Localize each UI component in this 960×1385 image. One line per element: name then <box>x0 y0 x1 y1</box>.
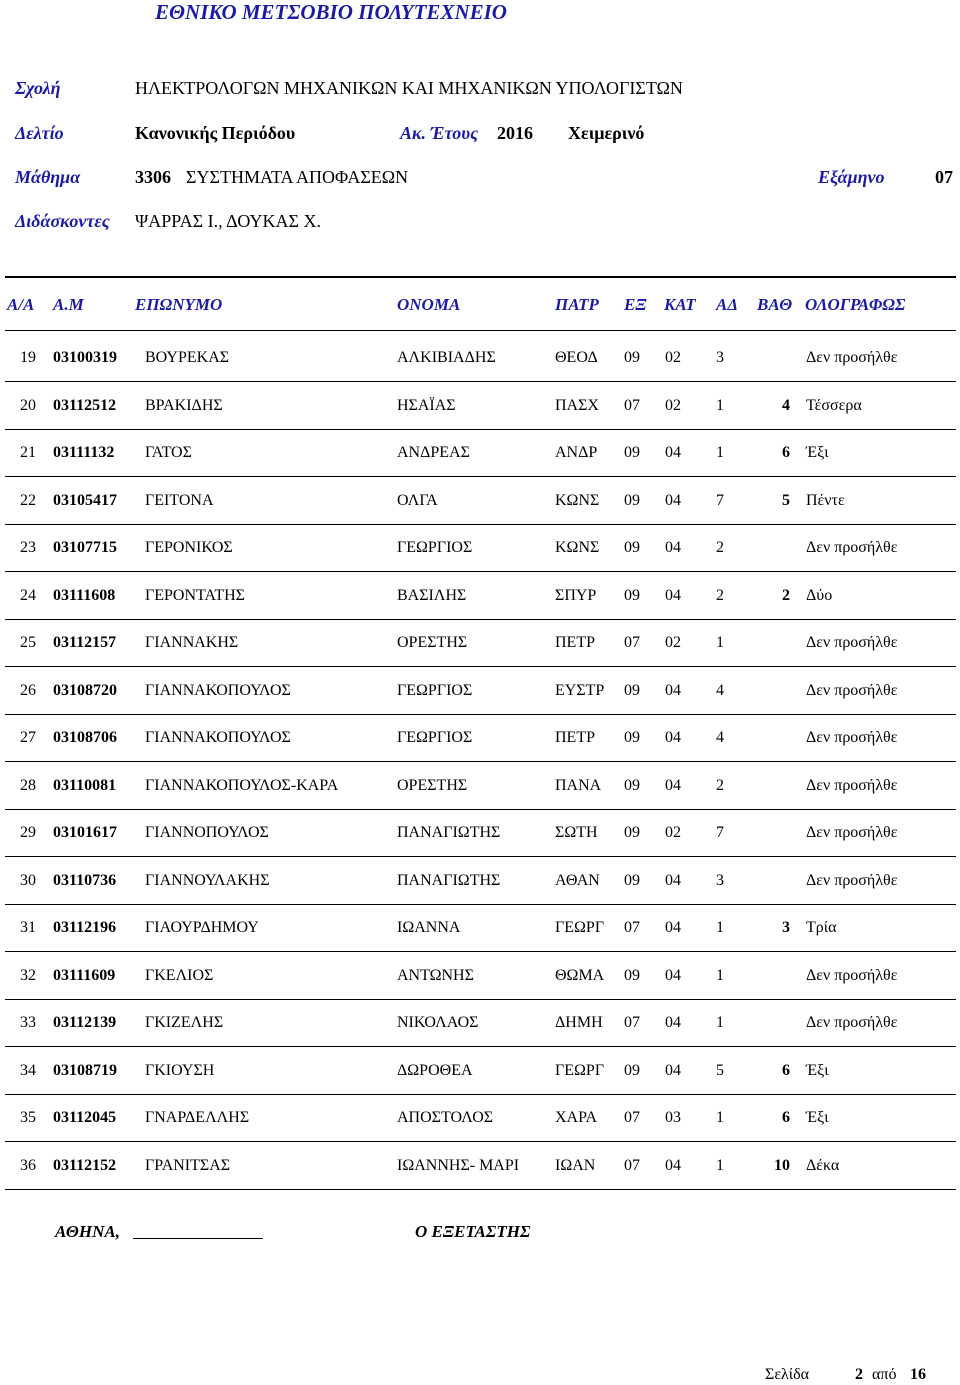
col-header-am: Α.Μ <box>53 295 84 314</box>
row-divider <box>5 856 956 857</box>
cell-patr: ΘΩΜΑ <box>555 966 605 984</box>
cell-words: Δύο <box>806 586 833 604</box>
cell-kat: 04 <box>665 1156 681 1174</box>
cell-kat: 04 <box>665 919 681 936</box>
semester-value: 07 <box>935 167 953 187</box>
row-divider <box>5 1141 956 1142</box>
cell-words: Δεν προσήλθε <box>806 681 898 699</box>
cell-grade: 10 <box>774 1156 790 1174</box>
cell-patr: ΧΑΡΑ <box>555 1109 598 1126</box>
cell-am: 03101617 <box>53 824 117 841</box>
cell-name: ΝΙΚΟΛΑΟΣ <box>397 1014 479 1031</box>
cell-ad: 1 <box>716 1109 724 1126</box>
cell-name: ΑΛΚΙΒΙΑΔΗΣ <box>397 349 496 366</box>
cell-am: 03105417 <box>53 491 117 509</box>
course-name: ΣΥΣΤΗΜΑΤΑ ΑΠΟΦΑΣΕΩΝ <box>186 167 409 187</box>
cell-ex: 09 <box>624 349 640 366</box>
term-value: Χειμερινό <box>568 123 645 143</box>
cell-am: 03110081 <box>53 776 117 794</box>
row-divider <box>5 429 956 430</box>
row-divider <box>5 524 956 525</box>
cell-aa: 25 <box>20 634 36 651</box>
cell-kat: 02 <box>665 349 681 366</box>
cell-aa: 31 <box>20 919 36 936</box>
cell-aa: 30 <box>20 871 36 889</box>
cell-words: Τρία <box>806 919 837 936</box>
teachers-label: Διδάσκοντες <box>15 211 110 231</box>
cell-words: Δέκα <box>806 1156 840 1174</box>
report-value: Κανονικής Περιόδου <box>135 123 296 143</box>
cell-ad: 3 <box>716 349 724 366</box>
cell-name: ΠΑΝΑΓΙΩΤΗΣ <box>397 871 501 889</box>
cell-words: Δεν προσήλθε <box>806 871 898 889</box>
cell-aa: 21 <box>20 444 36 461</box>
cell-grade: 5 <box>782 491 790 509</box>
cell-words: Πέντε <box>806 491 845 509</box>
cell-aa: 27 <box>20 729 36 746</box>
cell-ad: 7 <box>716 824 724 841</box>
school-value: ΗΛΕΚΤΡΟΛΟΓΩΝ ΜΗΧΑΝΙΚΩΝ ΚΑΙ ΜΗΧΑΝΙΚΩΝ ΥΠΟΛΟΓΙΣΤΩΝ <box>135 78 683 98</box>
cell-ex: 09 <box>624 966 640 984</box>
cell-ad: 1 <box>716 634 724 651</box>
cell-patr: ΘΕΟΔ <box>555 349 598 366</box>
cell-patr: ΠΕΤΡ <box>555 634 595 651</box>
page-current: 2 <box>855 1366 863 1383</box>
cell-aa: 24 <box>20 586 36 604</box>
cell-words: Έξι <box>806 444 829 461</box>
col-header-surname: ΕΠΩΝΥΜΟ <box>135 295 223 314</box>
cell-surname: ΓΙΑΝΝΑΚΗΣ <box>145 634 239 651</box>
cell-kat: 04 <box>665 1014 681 1031</box>
cell-kat: 04 <box>665 966 681 984</box>
header-rule-top <box>5 276 956 278</box>
cell-words: Τέσσερα <box>806 396 862 414</box>
cell-grade: 4 <box>782 396 790 414</box>
cell-name: ΙΩΑΝΝΑ <box>397 919 461 936</box>
cell-patr: ΣΠΥΡ <box>555 586 597 604</box>
cell-kat: 04 <box>665 729 681 746</box>
row-divider <box>5 951 956 952</box>
row-divider <box>5 666 956 667</box>
cell-aa: 28 <box>20 776 36 794</box>
cell-grade: 6 <box>782 444 790 461</box>
cell-ad: 2 <box>716 586 724 604</box>
cell-ex: 09 <box>624 776 640 794</box>
cell-kat: 04 <box>665 491 681 509</box>
col-header-ad: ΑΔ <box>716 295 738 314</box>
cell-grade: 6 <box>782 1061 790 1079</box>
cell-surname: ΓΙΑΝΝΑΚΟΠΟΥΛΟΣ <box>145 729 291 746</box>
cell-ad: 4 <box>716 681 724 699</box>
cell-name: ΑΠΟΣΤΟΛΟΣ <box>397 1109 494 1126</box>
cell-ex: 07 <box>624 1014 640 1031</box>
cell-kat: 03 <box>665 1109 681 1126</box>
cell-words: Έξι <box>806 1109 829 1126</box>
row-divider <box>5 1189 956 1190</box>
page-label: Σελίδα <box>765 1366 810 1383</box>
cell-surname: ΓΑΤΟΣ <box>145 444 192 461</box>
cell-surname: ΓΡΑΝΙΤΣΑΣ <box>145 1156 231 1174</box>
cell-surname: ΓΙΑΝΝΟΥΛΑΚΗΣ <box>145 871 270 889</box>
cell-name: ΟΡΕΣΤΗΣ <box>397 634 468 651</box>
cell-name: ΓΕΩΡΓΙΟΣ <box>397 681 473 699</box>
teachers-value: ΨΑΡΡΑΣ Ι., ΔΟΥΚΑΣ Χ. <box>135 211 321 231</box>
cell-ex: 07 <box>624 634 640 651</box>
row-divider <box>5 1046 956 1047</box>
row-divider <box>5 476 956 477</box>
cell-am: 03112157 <box>53 634 117 651</box>
cell-patr: ΚΩΝΣ <box>555 539 600 556</box>
cell-patr: ΚΩΝΣ <box>555 491 600 509</box>
cell-am: 03110736 <box>53 871 117 889</box>
col-header-grade: ΒΑΘ <box>757 295 793 314</box>
cell-am: 03112045 <box>53 1109 117 1126</box>
cell-kat: 02 <box>665 824 681 841</box>
cell-name: ΠΑΝΑΓΙΩΤΗΣ <box>397 824 501 841</box>
cell-ad: 1 <box>716 919 724 936</box>
row-divider <box>5 381 956 382</box>
cell-patr: ΑΝΔΡ <box>555 444 598 461</box>
cell-patr: ΠΕΤΡ <box>555 729 595 746</box>
cell-ad: 1 <box>716 396 724 414</box>
footer-place: ΑΘΗΝΑ, <box>55 1222 120 1241</box>
course-label: Μάθημα <box>15 167 81 187</box>
cell-ex: 09 <box>624 491 640 509</box>
page-total: 16 <box>910 1366 926 1383</box>
cell-kat: 04 <box>665 776 681 794</box>
cell-name: ΒΑΣΙΛΗΣ <box>397 586 467 604</box>
row-divider <box>5 761 956 762</box>
row-divider <box>5 571 956 572</box>
row-divider <box>5 809 956 810</box>
cell-ad: 7 <box>716 491 724 509</box>
cell-ad: 2 <box>716 776 724 794</box>
row-divider <box>5 619 956 620</box>
row-divider <box>5 1094 956 1095</box>
cell-ad: 1 <box>716 966 724 984</box>
col-header-patr: ΠΑΤΡ <box>555 295 599 314</box>
cell-surname: ΒΡΑΚΙΔΗΣ <box>145 396 223 414</box>
cell-kat: 04 <box>665 871 681 889</box>
cell-words: Δεν προσήλθε <box>806 824 898 841</box>
cell-patr: ΓΕΩΡΓ <box>555 919 605 936</box>
cell-am: 03112512 <box>53 396 117 414</box>
cell-patr: ΠΑΣΧ <box>555 396 599 414</box>
cell-aa: 20 <box>20 396 36 414</box>
cell-name: ΔΩΡΟΘΕΑ <box>397 1061 473 1079</box>
cell-ad: 3 <box>716 871 724 889</box>
cell-kat: 04 <box>665 586 681 604</box>
cell-surname: ΓΙΑΟΥΡΔΗΜΟΥ <box>145 919 259 936</box>
cell-surname: ΓΕΡΟΝΤΑΤΗΣ <box>145 586 245 604</box>
cell-ex: 07 <box>624 396 640 414</box>
cell-surname: ΒΟΥΡΕΚΑΣ <box>145 349 230 366</box>
cell-am: 03111609 <box>53 966 116 984</box>
cell-words: Δεν προσήλθε <box>806 776 898 794</box>
cell-ex: 09 <box>624 824 640 841</box>
cell-kat: 04 <box>665 1061 681 1079</box>
cell-am: 03108719 <box>53 1061 117 1079</box>
cell-surname: ΓΕΡΟΝΙΚΟΣ <box>145 539 233 556</box>
cell-patr: ΙΩΑΝ <box>555 1156 596 1174</box>
cell-ex: 07 <box>624 1109 640 1126</box>
cell-words: Δεν προσήλθε <box>806 634 898 651</box>
cell-ex: 09 <box>624 681 640 699</box>
col-header-ex: ΕΞ <box>624 295 647 314</box>
university-title: ΕΘΝΙΚΟ ΜΕΤΣΟΒΙΟ ΠΟΛΥΤΕΧΝΕΙΟ <box>155 0 507 24</box>
cell-am: 03112139 <box>53 1014 117 1031</box>
cell-name: ΗΣΑΪΑΣ <box>397 396 456 414</box>
cell-ex: 09 <box>624 539 640 556</box>
cell-ad: 4 <box>716 729 724 746</box>
course-code: 3306 <box>135 167 171 187</box>
cell-am: 03112152 <box>53 1156 117 1174</box>
cell-name: ΑΝΤΩΝΗΣ <box>397 966 474 984</box>
cell-kat: 04 <box>665 681 681 699</box>
cell-aa: 19 <box>20 349 36 366</box>
cell-ex: 07 <box>624 919 640 936</box>
cell-words: Έξι <box>806 1061 829 1079</box>
col-header-kat: ΚΑΤ <box>664 295 696 314</box>
cell-kat: 04 <box>665 539 681 556</box>
cell-ad: 5 <box>716 1061 724 1079</box>
row-divider <box>5 904 956 905</box>
cell-aa: 22 <box>20 491 36 509</box>
page-of: από <box>872 1366 897 1383</box>
cell-ex: 09 <box>624 1061 640 1079</box>
cell-aa: 36 <box>20 1156 36 1174</box>
cell-ex: 07 <box>624 1156 640 1174</box>
cell-aa: 34 <box>20 1061 36 1079</box>
cell-ex: 09 <box>624 586 640 604</box>
cell-surname: ΓΙΑΝΝΑΚΟΠΟΥΛΟΣ-ΚΑΡΑ <box>145 776 339 794</box>
cell-am: 03108720 <box>53 681 117 699</box>
cell-words: Δεν προσήλθε <box>806 539 898 556</box>
cell-surname: ΓΝΑΡΔΕΛΛΗΣ <box>145 1109 250 1126</box>
cell-am: 03100319 <box>53 349 117 366</box>
cell-surname: ΓΙΑΝΝΟΠΟΥΛΟΣ <box>145 824 269 841</box>
cell-surname: ΓΚΙΟΥΣΗ <box>145 1061 215 1079</box>
cell-aa: 32 <box>20 966 36 984</box>
cell-name: ΙΩΑΝΝΗΣ- ΜΑΡΙ <box>397 1156 520 1174</box>
school-label: Σχολή <box>15 78 61 98</box>
cell-patr: ΕΥΣΤΡ <box>555 681 605 699</box>
cell-ex: 09 <box>624 871 640 889</box>
semester-label: Εξάμηνο <box>818 167 885 187</box>
cell-am: 03111132 <box>53 444 115 461</box>
cell-patr: ΓΕΩΡΓ <box>555 1061 605 1079</box>
cell-name: ΟΛΓΑ <box>397 491 438 509</box>
cell-ad: 2 <box>716 539 724 556</box>
cell-grade: 2 <box>782 586 790 604</box>
cell-ad: 1 <box>716 1014 724 1031</box>
cell-patr: ΔΗΜΗ <box>555 1014 603 1031</box>
cell-patr: ΠΑΝΑ <box>555 776 602 794</box>
cell-aa: 35 <box>20 1109 36 1126</box>
cell-patr: ΣΩΤΗ <box>555 824 598 841</box>
cell-words: Δεν προσήλθε <box>806 729 898 746</box>
year-value: 2016 <box>497 123 533 143</box>
cell-am: 03107715 <box>53 539 117 556</box>
cell-grade: 3 <box>782 919 790 936</box>
year-label: Ακ. Έτους <box>400 123 479 143</box>
cell-ad: 1 <box>716 444 724 461</box>
footer-examiner: Ο ΕΞΕΤΑΣΤΗΣ <box>415 1222 531 1241</box>
cell-name: ΓΕΩΡΓΙΟΣ <box>397 539 473 556</box>
cell-aa: 33 <box>20 1014 36 1031</box>
cell-surname: ΓΕΙΤΟΝΑ <box>145 491 214 509</box>
cell-aa: 23 <box>20 539 36 556</box>
cell-surname: ΓΚΙΖΕΛΗΣ <box>145 1014 224 1031</box>
cell-am: 03111608 <box>53 586 116 604</box>
cell-name: ΓΕΩΡΓΙΟΣ <box>397 729 473 746</box>
row-divider <box>5 999 956 1000</box>
cell-aa: 29 <box>20 824 36 841</box>
cell-words: Δεν προσήλθε <box>806 349 898 366</box>
col-header-aa: Α/Α <box>7 295 35 314</box>
cell-kat: 02 <box>665 396 681 414</box>
row-divider <box>5 714 956 715</box>
col-header-name: ΟΝΟΜΑ <box>397 295 461 314</box>
cell-name: ΟΡΕΣΤΗΣ <box>397 776 468 794</box>
cell-am: 03108706 <box>53 729 117 746</box>
cell-kat: 04 <box>665 444 681 461</box>
cell-name: ΑΝΔΡΕΑΣ <box>397 444 470 461</box>
cell-patr: ΑΘΑΝ <box>555 871 600 889</box>
cell-ex: 09 <box>624 444 640 461</box>
cell-kat: 02 <box>665 634 681 651</box>
cell-grade: 6 <box>782 1109 790 1126</box>
header-rule-bottom <box>5 330 956 331</box>
col-header-words: ΟΛΟΓΡΑΦΩΣ <box>805 295 906 314</box>
cell-am: 03112196 <box>53 919 117 936</box>
cell-ex: 09 <box>624 729 640 746</box>
report-label: Δελτίο <box>15 123 64 143</box>
cell-words: Δεν προσήλθε <box>806 1014 898 1031</box>
cell-surname: ΓΚΕΛΙΟΣ <box>145 966 214 984</box>
cell-ad: 1 <box>716 1156 724 1174</box>
cell-words: Δεν προσήλθε <box>806 966 898 984</box>
cell-surname: ΓΙΑΝΝΑΚΟΠΟΥΛΟΣ <box>145 681 291 699</box>
date-signature-line <box>133 1238 263 1239</box>
cell-aa: 26 <box>20 681 36 699</box>
